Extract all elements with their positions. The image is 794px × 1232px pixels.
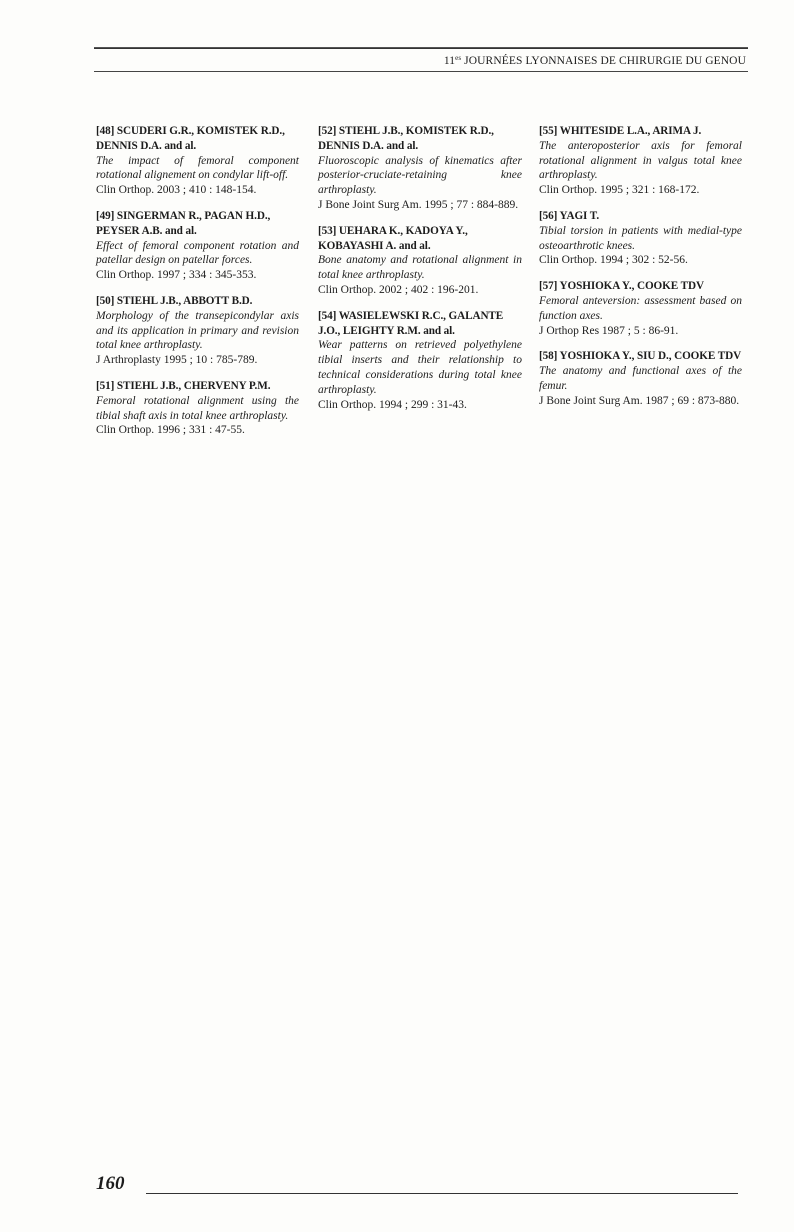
reference-48 — [96, 124, 299, 198]
reference-57 — [539, 279, 742, 338]
reference-51 — [96, 379, 299, 438]
reference-source: J Bone Joint Surg Am. 1987 ; 69 : 873-880. — [539, 394, 740, 407]
reference-authors: [49] SINGERMAN R., PAGAN H.D., PEYSER A.B. and al. — [96, 209, 271, 237]
reference-title: Morphology of the transepicondylar axis and its application in primary and revision total knee arthroplasty. — [96, 309, 299, 352]
reference-58 — [539, 349, 742, 408]
reference-source: Clin Orthop. 1995 ; 321 : 168-172. — [539, 184, 700, 197]
reference-title: Wear patterns on retrieved polyethylene tibial inserts and their relationship to technical considerations during total knee arthroplasty. — [318, 339, 522, 396]
reference-49 — [96, 209, 299, 283]
reference-title: The impact of femoral component rotational alignement on condylar lift-off. — [96, 154, 299, 182]
reference-source: Clin Orthop. 2003 ; 410 : 148-154. — [96, 184, 257, 197]
reference-title: Effect of femoral component rotation and patellar design on patellar forces. — [96, 239, 299, 267]
reference-authors: [58] YOSHIOKA Y., SIU D., COOKE TDV — [539, 350, 742, 363]
reference-authors: [52] STIEHL J.B., KOMISTEK R.D., DENNIS D.A. and al. — [318, 125, 494, 152]
references-column-2 — [318, 124, 522, 423]
reference-title: Tibial torsion in patients with medial-type osteoarthrotic knees. — [539, 224, 742, 252]
footer-rule — [146, 1193, 738, 1194]
reference-source: Clin Orthop. 1994 ; 302 : 52-56. — [539, 254, 688, 267]
reference-source: J Orthop Res 1987 ; 5 : 86-91. — [539, 324, 679, 337]
top-rule — [94, 48, 748, 49]
running-header — [444, 54, 746, 67]
reference-title: The anatomy and functional axes of the femur. — [539, 365, 742, 392]
reference-50 — [96, 294, 299, 368]
header-superscript: es — [455, 54, 462, 62]
reference-authors: [51] STIEHL J.B., CHERVENY P.M. — [96, 379, 271, 392]
reference-source: Clin Orthop. 1994 ; 299 : 31-43. — [318, 398, 467, 411]
reference-title: The anteroposterior axis for femoral rotational alignment in valgus total knee arthroplasty. — [539, 139, 742, 182]
reference-authors: [54] WASIELEWSKI R.C., GALANTE J.O., LEIGHTY R.M. and al. — [318, 309, 504, 337]
header-prefix: 11 — [443, 55, 456, 67]
reference-authors: [57] YOSHIOKA Y., COOKE TDV — [539, 280, 704, 293]
page-number: 160 — [96, 1173, 125, 1194]
reference-title: Fluoroscopic analysis of kinematics after posterior-cruciate-retaining knee arthroplasty. — [318, 154, 522, 197]
reference-title: Bone anatomy and rotational alignment in total knee arthroplasty. — [318, 254, 522, 282]
reference-source: J Bone Joint Surg Am. 1995 ; 77 : 884-889. — [318, 198, 519, 211]
header-rule — [94, 71, 748, 72]
reference-authors: [50] STIEHL J.B., ABBOTT B.D. — [96, 294, 253, 307]
reference-source: Clin Orthop. 1996 ; 331 : 47-55. — [96, 424, 245, 437]
reference-source: Clin Orthop. 1997 ; 334 : 345-353. — [96, 269, 257, 282]
reference-title: Femoral anteversion: assessment based on function axes. — [539, 294, 742, 322]
reference-56 — [539, 209, 742, 268]
reference-52 — [318, 124, 522, 213]
reference-authors: [48] SCUDERI G.R., KOMISTEK R.D., DENNIS D.A. and al. — [96, 125, 285, 152]
reference-53 — [318, 224, 522, 298]
reference-authors: [55] WHITESIDE L.A., ARIMA J. — [539, 125, 702, 137]
header-title-text: JOURNÉES LYONNAISES DE CHIRURGIE DU GENOU — [464, 55, 746, 67]
reference-title: Femoral rotational alignment using the tibial shaft axis in total knee arthroplasty. — [96, 394, 299, 422]
references-column-1 — [96, 124, 299, 449]
references-column-3 — [539, 124, 742, 420]
reference-authors: [56] YAGI T. — [539, 209, 600, 222]
reference-55 — [539, 124, 742, 198]
reference-source: J Arthroplasty 1995 ; 10 : 785-789. — [96, 354, 258, 367]
reference-54 — [318, 309, 522, 413]
reference-source: Clin Orthop. 2002 ; 402 : 196-201. — [318, 283, 479, 296]
reference-authors: [53] UEHARA K., KADOYA Y., KOBAYASHI A. and al. — [318, 224, 468, 252]
